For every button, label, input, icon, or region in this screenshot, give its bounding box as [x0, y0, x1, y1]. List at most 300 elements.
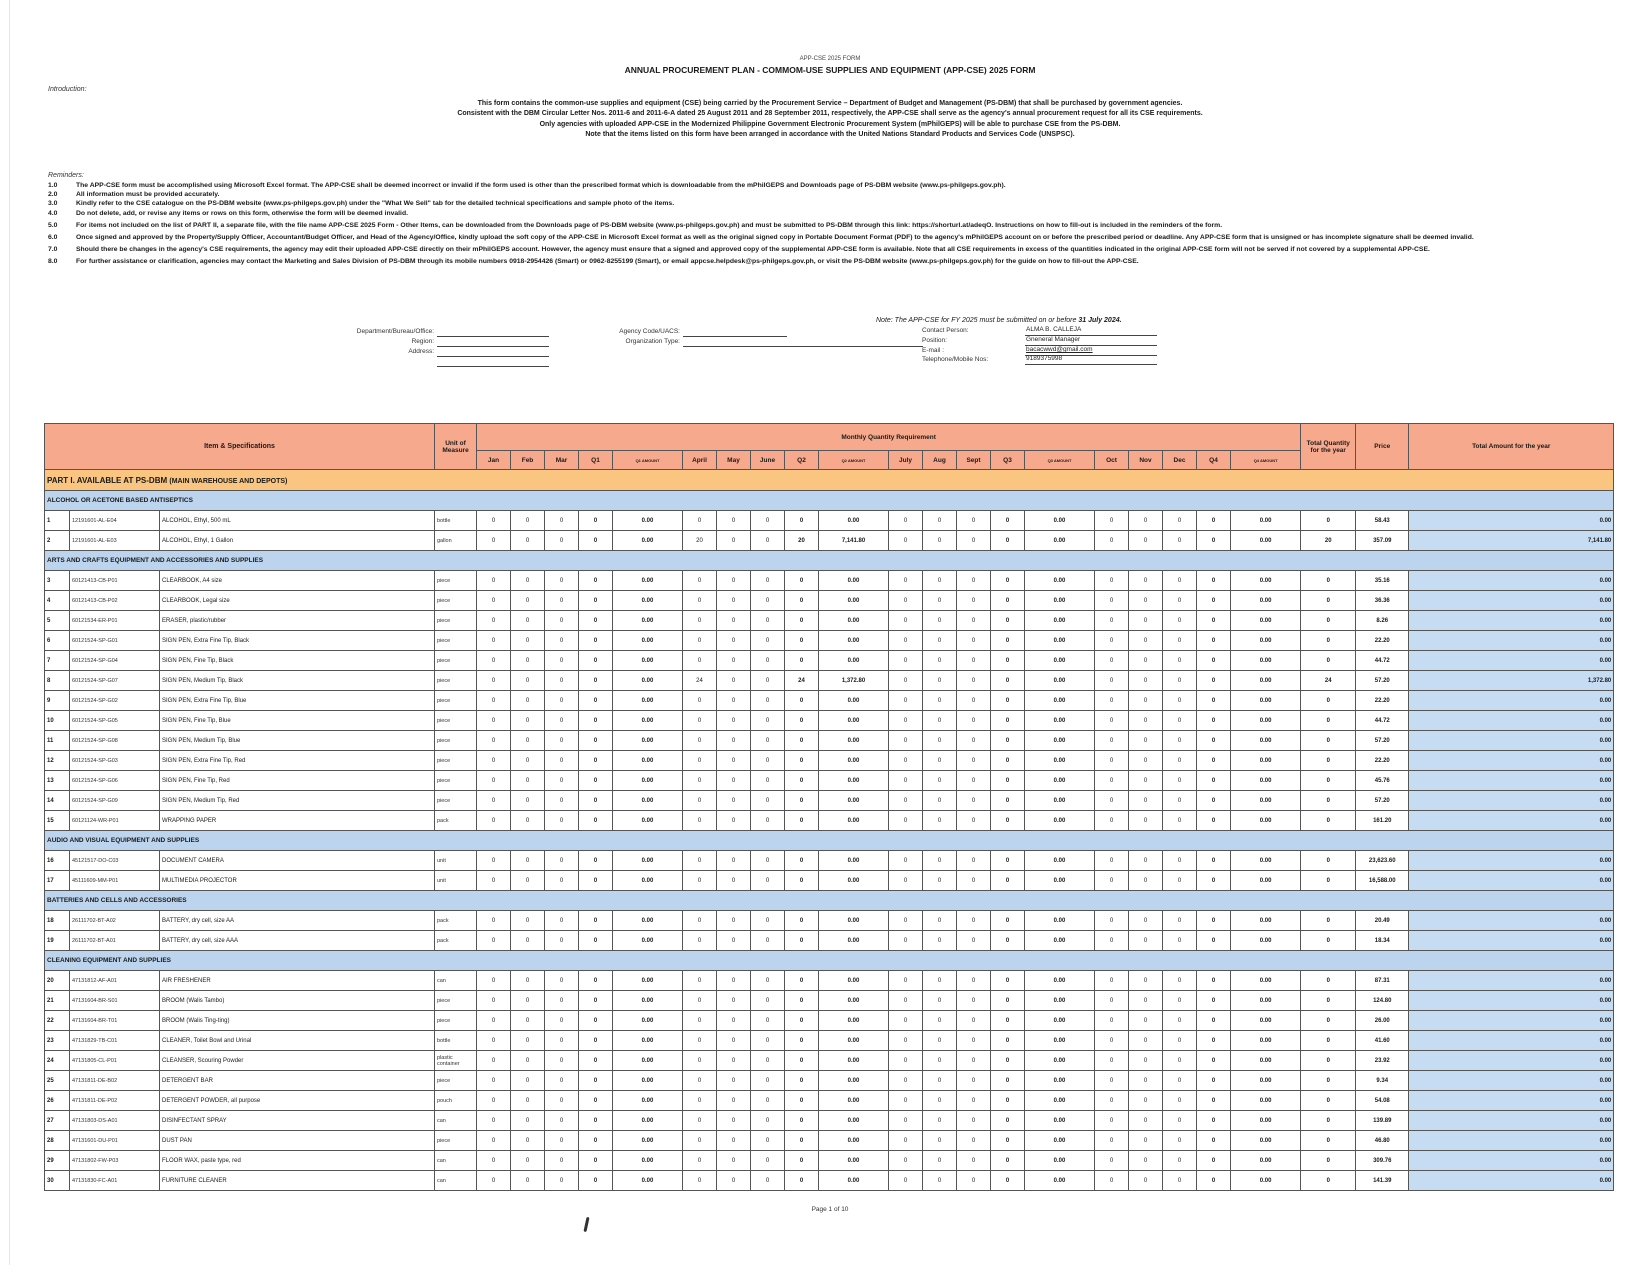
- month-qty-cell[interactable]: 0: [923, 771, 957, 791]
- month-qty-cell[interactable]: 0: [751, 531, 785, 551]
- month-qty-cell[interactable]: 0: [545, 731, 579, 751]
- month-qty-cell[interactable]: 0: [477, 1131, 511, 1151]
- department-input-line[interactable]: [437, 328, 549, 337]
- month-qty-cell[interactable]: 0: [751, 1171, 785, 1191]
- month-qty-cell[interactable]: 0: [1095, 1091, 1129, 1111]
- month-qty-cell[interactable]: 0: [511, 1031, 545, 1051]
- month-qty-cell[interactable]: 0: [477, 991, 511, 1011]
- month-qty-cell[interactable]: 0: [511, 791, 545, 811]
- month-qty-cell[interactable]: 0: [1163, 911, 1197, 931]
- month-qty-cell[interactable]: 0: [545, 691, 579, 711]
- month-qty-cell[interactable]: 0: [1129, 871, 1163, 891]
- month-qty-cell[interactable]: 0: [1129, 931, 1163, 951]
- month-qty-cell[interactable]: 0: [683, 911, 717, 931]
- month-qty-cell[interactable]: 0: [717, 1011, 751, 1031]
- agency-code-input-line[interactable]: [683, 328, 787, 337]
- month-qty-cell[interactable]: 0: [957, 711, 991, 731]
- month-qty-cell[interactable]: 0: [545, 1151, 579, 1171]
- month-qty-cell[interactable]: 0: [1095, 1011, 1129, 1031]
- month-qty-cell[interactable]: 0: [1129, 771, 1163, 791]
- month-qty-cell[interactable]: 0: [1129, 711, 1163, 731]
- month-qty-cell[interactable]: 0: [751, 1131, 785, 1151]
- month-qty-cell[interactable]: 0: [1095, 511, 1129, 531]
- month-qty-cell[interactable]: 0: [751, 1031, 785, 1051]
- month-qty-cell[interactable]: 0: [1095, 751, 1129, 771]
- month-qty-cell[interactable]: 0: [923, 931, 957, 951]
- month-qty-cell[interactable]: 0: [1163, 1091, 1197, 1111]
- month-qty-cell[interactable]: 0: [751, 931, 785, 951]
- month-qty-cell[interactable]: 0: [751, 851, 785, 871]
- month-qty-cell[interactable]: 0: [717, 851, 751, 871]
- month-qty-cell[interactable]: 0: [1095, 1131, 1129, 1151]
- month-qty-cell[interactable]: 0: [545, 511, 579, 531]
- month-qty-cell[interactable]: 0: [1095, 851, 1129, 871]
- month-qty-cell[interactable]: 0: [1095, 731, 1129, 751]
- month-qty-cell[interactable]: 0: [889, 1111, 923, 1131]
- month-qty-cell[interactable]: 0: [751, 1051, 785, 1071]
- month-qty-cell[interactable]: 0: [1095, 1071, 1129, 1091]
- month-qty-cell[interactable]: 0: [683, 1151, 717, 1171]
- month-qty-cell[interactable]: 0: [1163, 1111, 1197, 1131]
- month-qty-cell[interactable]: 0: [717, 1171, 751, 1191]
- month-qty-cell[interactable]: 0: [717, 1151, 751, 1171]
- month-qty-cell[interactable]: 0: [683, 791, 717, 811]
- month-qty-cell[interactable]: 0: [1129, 591, 1163, 611]
- month-qty-cell[interactable]: 0: [477, 931, 511, 951]
- month-qty-cell[interactable]: 0: [683, 591, 717, 611]
- month-qty-cell[interactable]: 0: [545, 1051, 579, 1071]
- month-qty-cell[interactable]: 0: [717, 1031, 751, 1051]
- month-qty-cell[interactable]: 0: [1129, 1091, 1163, 1111]
- month-qty-cell[interactable]: 0: [923, 1071, 957, 1091]
- month-qty-cell[interactable]: 0: [889, 931, 923, 951]
- month-qty-cell[interactable]: 0: [923, 1171, 957, 1191]
- month-qty-cell[interactable]: 0: [957, 691, 991, 711]
- month-qty-cell[interactable]: 0: [1095, 1031, 1129, 1051]
- month-qty-cell[interactable]: 0: [511, 711, 545, 731]
- month-qty-cell[interactable]: 0: [477, 971, 511, 991]
- month-qty-cell[interactable]: 0: [1095, 991, 1129, 1011]
- month-qty-cell[interactable]: 0: [477, 911, 511, 931]
- month-qty-cell[interactable]: 0: [683, 711, 717, 731]
- month-qty-cell[interactable]: 0: [889, 671, 923, 691]
- month-qty-cell[interactable]: 0: [1163, 811, 1197, 831]
- month-qty-cell[interactable]: 0: [889, 531, 923, 551]
- month-qty-cell[interactable]: 0: [957, 1171, 991, 1191]
- month-qty-cell[interactable]: 0: [751, 971, 785, 991]
- month-qty-cell[interactable]: 0: [889, 991, 923, 1011]
- month-qty-cell[interactable]: 0: [477, 671, 511, 691]
- month-qty-cell[interactable]: 0: [511, 1151, 545, 1171]
- month-qty-cell[interactable]: 0: [957, 971, 991, 991]
- month-qty-cell[interactable]: 24: [683, 671, 717, 691]
- month-qty-cell[interactable]: 0: [683, 771, 717, 791]
- month-qty-cell[interactable]: 0: [1095, 651, 1129, 671]
- month-qty-cell[interactable]: 0: [511, 731, 545, 751]
- month-qty-cell[interactable]: 0: [889, 731, 923, 751]
- month-qty-cell[interactable]: 0: [477, 1011, 511, 1031]
- month-qty-cell[interactable]: 0: [683, 1071, 717, 1091]
- month-qty-cell[interactable]: 0: [717, 751, 751, 771]
- month-qty-cell[interactable]: 0: [1163, 591, 1197, 611]
- month-qty-cell[interactable]: 0: [545, 931, 579, 951]
- month-qty-cell[interactable]: 0: [889, 691, 923, 711]
- month-qty-cell[interactable]: 0: [957, 1071, 991, 1091]
- month-qty-cell[interactable]: 0: [751, 771, 785, 791]
- month-qty-cell[interactable]: 0: [717, 791, 751, 811]
- month-qty-cell[interactable]: 0: [717, 691, 751, 711]
- month-qty-cell[interactable]: 0: [717, 711, 751, 731]
- month-qty-cell[interactable]: 0: [1129, 1151, 1163, 1171]
- month-qty-cell[interactable]: 0: [923, 611, 957, 631]
- month-qty-cell[interactable]: 0: [683, 1051, 717, 1071]
- month-qty-cell[interactable]: 0: [683, 811, 717, 831]
- month-qty-cell[interactable]: 0: [717, 991, 751, 1011]
- month-qty-cell[interactable]: 0: [545, 1131, 579, 1151]
- month-qty-cell[interactable]: 0: [545, 571, 579, 591]
- month-qty-cell[interactable]: 0: [1129, 511, 1163, 531]
- month-qty-cell[interactable]: 0: [957, 1131, 991, 1151]
- month-qty-cell[interactable]: 0: [511, 751, 545, 771]
- month-qty-cell[interactable]: 0: [889, 651, 923, 671]
- month-qty-cell[interactable]: 0: [957, 651, 991, 671]
- month-qty-cell[interactable]: 0: [477, 1171, 511, 1191]
- month-qty-cell[interactable]: 0: [957, 511, 991, 531]
- month-qty-cell[interactable]: 0: [1129, 1051, 1163, 1071]
- month-qty-cell[interactable]: 0: [889, 1011, 923, 1031]
- month-qty-cell[interactable]: 0: [511, 1071, 545, 1091]
- month-qty-cell[interactable]: 0: [751, 511, 785, 531]
- month-qty-cell[interactable]: 0: [1095, 611, 1129, 631]
- month-qty-cell[interactable]: 0: [889, 751, 923, 771]
- month-qty-cell[interactable]: 0: [1095, 1051, 1129, 1071]
- month-qty-cell[interactable]: 0: [1095, 1151, 1129, 1171]
- month-qty-cell[interactable]: 0: [889, 591, 923, 611]
- month-qty-cell[interactable]: 0: [1095, 571, 1129, 591]
- month-qty-cell[interactable]: 0: [889, 1071, 923, 1091]
- month-qty-cell[interactable]: 0: [889, 851, 923, 871]
- month-qty-cell[interactable]: 0: [957, 1051, 991, 1071]
- month-qty-cell[interactable]: 0: [511, 931, 545, 951]
- month-qty-cell[interactable]: 0: [1163, 1031, 1197, 1051]
- month-qty-cell[interactable]: 0: [1095, 791, 1129, 811]
- month-qty-cell[interactable]: 0: [511, 1091, 545, 1111]
- month-qty-cell[interactable]: 0: [751, 911, 785, 931]
- month-qty-cell[interactable]: 0: [889, 711, 923, 731]
- month-qty-cell[interactable]: 0: [1129, 531, 1163, 551]
- month-qty-cell[interactable]: 0: [751, 1011, 785, 1031]
- month-qty-cell[interactable]: 0: [751, 811, 785, 831]
- month-qty-cell[interactable]: 0: [1163, 1011, 1197, 1031]
- month-qty-cell[interactable]: 0: [511, 651, 545, 671]
- month-qty-cell[interactable]: 0: [545, 1171, 579, 1191]
- month-qty-cell[interactable]: 0: [545, 751, 579, 771]
- month-qty-cell[interactable]: 0: [477, 591, 511, 611]
- month-qty-cell[interactable]: 0: [683, 571, 717, 591]
- month-qty-cell[interactable]: 0: [683, 871, 717, 891]
- month-qty-cell[interactable]: 0: [751, 671, 785, 691]
- month-qty-cell[interactable]: 0: [889, 1131, 923, 1151]
- month-qty-cell[interactable]: 0: [717, 1111, 751, 1131]
- month-qty-cell[interactable]: 0: [683, 611, 717, 631]
- month-qty-cell[interactable]: 0: [545, 1011, 579, 1031]
- month-qty-cell[interactable]: 0: [889, 511, 923, 531]
- month-qty-cell[interactable]: 0: [683, 691, 717, 711]
- month-qty-cell[interactable]: 0: [477, 651, 511, 671]
- month-qty-cell[interactable]: 0: [545, 991, 579, 1011]
- month-qty-cell[interactable]: 0: [717, 1131, 751, 1151]
- month-qty-cell[interactable]: 0: [683, 1171, 717, 1191]
- month-qty-cell[interactable]: 0: [923, 531, 957, 551]
- month-qty-cell[interactable]: 0: [717, 671, 751, 691]
- month-qty-cell[interactable]: 0: [511, 1171, 545, 1191]
- month-qty-cell[interactable]: 0: [1129, 751, 1163, 771]
- month-qty-cell[interactable]: 0: [889, 571, 923, 591]
- month-qty-cell[interactable]: 0: [545, 851, 579, 871]
- month-qty-cell[interactable]: 0: [1163, 611, 1197, 631]
- month-qty-cell[interactable]: 0: [717, 971, 751, 991]
- month-qty-cell[interactable]: 0: [957, 871, 991, 891]
- month-qty-cell[interactable]: 0: [511, 591, 545, 611]
- month-qty-cell[interactable]: 0: [545, 631, 579, 651]
- org-type-input-line[interactable]: [683, 338, 923, 347]
- month-qty-cell[interactable]: 20: [683, 531, 717, 551]
- month-qty-cell[interactable]: 0: [1129, 571, 1163, 591]
- month-qty-cell[interactable]: 0: [923, 871, 957, 891]
- month-qty-cell[interactable]: 0: [1095, 811, 1129, 831]
- month-qty-cell[interactable]: 0: [1163, 791, 1197, 811]
- month-qty-cell[interactable]: 0: [511, 871, 545, 891]
- month-qty-cell[interactable]: 0: [923, 571, 957, 591]
- month-qty-cell[interactable]: 0: [751, 1071, 785, 1091]
- month-qty-cell[interactable]: 0: [923, 671, 957, 691]
- month-qty-cell[interactable]: 0: [923, 791, 957, 811]
- month-qty-cell[interactable]: 0: [889, 871, 923, 891]
- month-qty-cell[interactable]: 0: [1095, 631, 1129, 651]
- month-qty-cell[interactable]: 0: [1129, 1071, 1163, 1091]
- month-qty-cell[interactable]: 0: [683, 651, 717, 671]
- month-qty-cell[interactable]: 0: [1163, 1131, 1197, 1151]
- month-qty-cell[interactable]: 0: [511, 671, 545, 691]
- month-qty-cell[interactable]: 0: [957, 531, 991, 551]
- month-qty-cell[interactable]: 0: [545, 791, 579, 811]
- month-qty-cell[interactable]: 0: [751, 751, 785, 771]
- month-qty-cell[interactable]: 0: [1163, 571, 1197, 591]
- month-qty-cell[interactable]: 0: [717, 1091, 751, 1111]
- month-qty-cell[interactable]: 0: [957, 631, 991, 651]
- month-qty-cell[interactable]: 0: [477, 571, 511, 591]
- month-qty-cell[interactable]: 0: [477, 1031, 511, 1051]
- month-qty-cell[interactable]: 0: [1129, 1131, 1163, 1151]
- month-qty-cell[interactable]: 0: [511, 851, 545, 871]
- month-qty-cell[interactable]: 0: [545, 1071, 579, 1091]
- month-qty-cell[interactable]: 0: [511, 811, 545, 831]
- month-qty-cell[interactable]: 0: [683, 511, 717, 531]
- address-input-line-2[interactable]: [437, 358, 549, 367]
- month-qty-cell[interactable]: 0: [477, 791, 511, 811]
- month-qty-cell[interactable]: 0: [683, 631, 717, 651]
- month-qty-cell[interactable]: 0: [545, 711, 579, 731]
- month-qty-cell[interactable]: 0: [923, 1091, 957, 1111]
- month-qty-cell[interactable]: 0: [1095, 771, 1129, 791]
- month-qty-cell[interactable]: 0: [923, 1011, 957, 1031]
- month-qty-cell[interactable]: 0: [889, 791, 923, 811]
- month-qty-cell[interactable]: 0: [511, 1011, 545, 1031]
- month-qty-cell[interactable]: 0: [923, 1111, 957, 1131]
- month-qty-cell[interactable]: 0: [1163, 871, 1197, 891]
- month-qty-cell[interactable]: 0: [923, 1051, 957, 1071]
- month-qty-cell[interactable]: 0: [545, 671, 579, 691]
- month-qty-cell[interactable]: 0: [923, 591, 957, 611]
- month-qty-cell[interactable]: 0: [923, 731, 957, 751]
- month-qty-cell[interactable]: 0: [683, 1111, 717, 1131]
- month-qty-cell[interactable]: 0: [545, 611, 579, 631]
- month-qty-cell[interactable]: 0: [923, 1031, 957, 1051]
- region-input-line[interactable]: [437, 338, 549, 347]
- month-qty-cell[interactable]: 0: [751, 1111, 785, 1131]
- month-qty-cell[interactable]: 0: [1163, 511, 1197, 531]
- month-qty-cell[interactable]: 0: [923, 751, 957, 771]
- month-qty-cell[interactable]: 0: [1163, 991, 1197, 1011]
- month-qty-cell[interactable]: 0: [923, 811, 957, 831]
- month-qty-cell[interactable]: 0: [923, 851, 957, 871]
- month-qty-cell[interactable]: 0: [717, 911, 751, 931]
- month-qty-cell[interactable]: 0: [717, 811, 751, 831]
- month-qty-cell[interactable]: 0: [545, 591, 579, 611]
- month-qty-cell[interactable]: 0: [1129, 971, 1163, 991]
- address-input-line[interactable]: [437, 348, 549, 357]
- month-qty-cell[interactable]: 0: [477, 851, 511, 871]
- month-qty-cell[interactable]: 0: [545, 811, 579, 831]
- month-qty-cell[interactable]: 0: [477, 751, 511, 771]
- month-qty-cell[interactable]: 0: [957, 671, 991, 691]
- month-qty-cell[interactable]: 0: [957, 791, 991, 811]
- month-qty-cell[interactable]: 0: [545, 651, 579, 671]
- month-qty-cell[interactable]: 0: [477, 511, 511, 531]
- month-qty-cell[interactable]: 0: [957, 731, 991, 751]
- month-qty-cell[interactable]: 0: [1163, 651, 1197, 671]
- month-qty-cell[interactable]: 0: [957, 911, 991, 931]
- month-qty-cell[interactable]: 0: [717, 651, 751, 671]
- month-qty-cell[interactable]: 0: [957, 1151, 991, 1171]
- month-qty-cell[interactable]: 0: [477, 1091, 511, 1111]
- month-qty-cell[interactable]: 0: [545, 1111, 579, 1131]
- month-qty-cell[interactable]: 0: [751, 571, 785, 591]
- month-qty-cell[interactable]: 0: [477, 691, 511, 711]
- month-qty-cell[interactable]: 0: [477, 1071, 511, 1091]
- month-qty-cell[interactable]: 0: [477, 1111, 511, 1131]
- month-qty-cell[interactable]: 0: [1163, 711, 1197, 731]
- month-qty-cell[interactable]: 0: [717, 611, 751, 631]
- month-qty-cell[interactable]: 0: [1129, 911, 1163, 931]
- month-qty-cell[interactable]: 0: [889, 1091, 923, 1111]
- month-qty-cell[interactable]: 0: [1129, 631, 1163, 651]
- month-qty-cell[interactable]: 0: [717, 1071, 751, 1091]
- month-qty-cell[interactable]: 0: [957, 991, 991, 1011]
- month-qty-cell[interactable]: 0: [751, 691, 785, 711]
- month-qty-cell[interactable]: 0: [1129, 991, 1163, 1011]
- month-qty-cell[interactable]: 0: [1163, 851, 1197, 871]
- month-qty-cell[interactable]: 0: [923, 971, 957, 991]
- month-qty-cell[interactable]: 0: [545, 1091, 579, 1111]
- month-qty-cell[interactable]: 0: [957, 1091, 991, 1111]
- month-qty-cell[interactable]: 0: [957, 1011, 991, 1031]
- month-qty-cell[interactable]: 0: [751, 791, 785, 811]
- month-qty-cell[interactable]: 0: [1129, 811, 1163, 831]
- month-qty-cell[interactable]: 0: [511, 1051, 545, 1071]
- month-qty-cell[interactable]: 0: [1163, 971, 1197, 991]
- month-qty-cell[interactable]: 0: [717, 591, 751, 611]
- month-qty-cell[interactable]: 0: [923, 991, 957, 1011]
- month-qty-cell[interactable]: 0: [511, 1131, 545, 1151]
- month-qty-cell[interactable]: 0: [1095, 691, 1129, 711]
- month-qty-cell[interactable]: 0: [1095, 911, 1129, 931]
- month-qty-cell[interactable]: 0: [511, 991, 545, 1011]
- month-qty-cell[interactable]: 0: [957, 611, 991, 631]
- month-qty-cell[interactable]: 0: [1129, 671, 1163, 691]
- month-qty-cell[interactable]: 0: [1129, 611, 1163, 631]
- month-qty-cell[interactable]: 0: [511, 611, 545, 631]
- month-qty-cell[interactable]: 0: [683, 991, 717, 1011]
- month-qty-cell[interactable]: 0: [751, 611, 785, 631]
- month-qty-cell[interactable]: 0: [957, 591, 991, 611]
- month-qty-cell[interactable]: 0: [957, 1031, 991, 1051]
- month-qty-cell[interactable]: 0: [1095, 711, 1129, 731]
- month-qty-cell[interactable]: 0: [1163, 1051, 1197, 1071]
- month-qty-cell[interactable]: 0: [477, 1151, 511, 1171]
- month-qty-cell[interactable]: 0: [477, 731, 511, 751]
- month-qty-cell[interactable]: 0: [477, 531, 511, 551]
- month-qty-cell[interactable]: 0: [717, 871, 751, 891]
- month-qty-cell[interactable]: 0: [545, 971, 579, 991]
- month-qty-cell[interactable]: 0: [751, 631, 785, 651]
- month-qty-cell[interactable]: 0: [683, 1011, 717, 1031]
- month-qty-cell[interactable]: 0: [683, 931, 717, 951]
- month-qty-cell[interactable]: 0: [1129, 1031, 1163, 1051]
- month-qty-cell[interactable]: 0: [751, 731, 785, 751]
- month-qty-cell[interactable]: 0: [1129, 1171, 1163, 1191]
- month-qty-cell[interactable]: 0: [717, 731, 751, 751]
- month-qty-cell[interactable]: 0: [957, 1111, 991, 1131]
- month-qty-cell[interactable]: 0: [717, 571, 751, 591]
- month-qty-cell[interactable]: 0: [751, 871, 785, 891]
- month-qty-cell[interactable]: 0: [889, 771, 923, 791]
- month-qty-cell[interactable]: 0: [511, 1111, 545, 1131]
- month-qty-cell[interactable]: 0: [1095, 971, 1129, 991]
- month-qty-cell[interactable]: 0: [889, 1171, 923, 1191]
- month-qty-cell[interactable]: 0: [545, 911, 579, 931]
- month-qty-cell[interactable]: 0: [1129, 791, 1163, 811]
- month-qty-cell[interactable]: 0: [717, 531, 751, 551]
- month-qty-cell[interactable]: 0: [683, 751, 717, 771]
- month-qty-cell[interactable]: 0: [1095, 871, 1129, 891]
- month-qty-cell[interactable]: 0: [683, 1131, 717, 1151]
- month-qty-cell[interactable]: 0: [545, 771, 579, 791]
- month-qty-cell[interactable]: 0: [889, 631, 923, 651]
- month-qty-cell[interactable]: 0: [957, 811, 991, 831]
- month-qty-cell[interactable]: 0: [511, 911, 545, 931]
- month-qty-cell[interactable]: 0: [1163, 771, 1197, 791]
- month-qty-cell[interactable]: 0: [751, 991, 785, 1011]
- month-qty-cell[interactable]: 0: [957, 771, 991, 791]
- month-qty-cell[interactable]: 0: [477, 811, 511, 831]
- month-qty-cell[interactable]: 0: [751, 651, 785, 671]
- month-qty-cell[interactable]: 0: [1163, 671, 1197, 691]
- month-qty-cell[interactable]: 0: [923, 711, 957, 731]
- month-qty-cell[interactable]: 0: [751, 591, 785, 611]
- month-qty-cell[interactable]: 0: [1095, 591, 1129, 611]
- month-qty-cell[interactable]: 0: [545, 871, 579, 891]
